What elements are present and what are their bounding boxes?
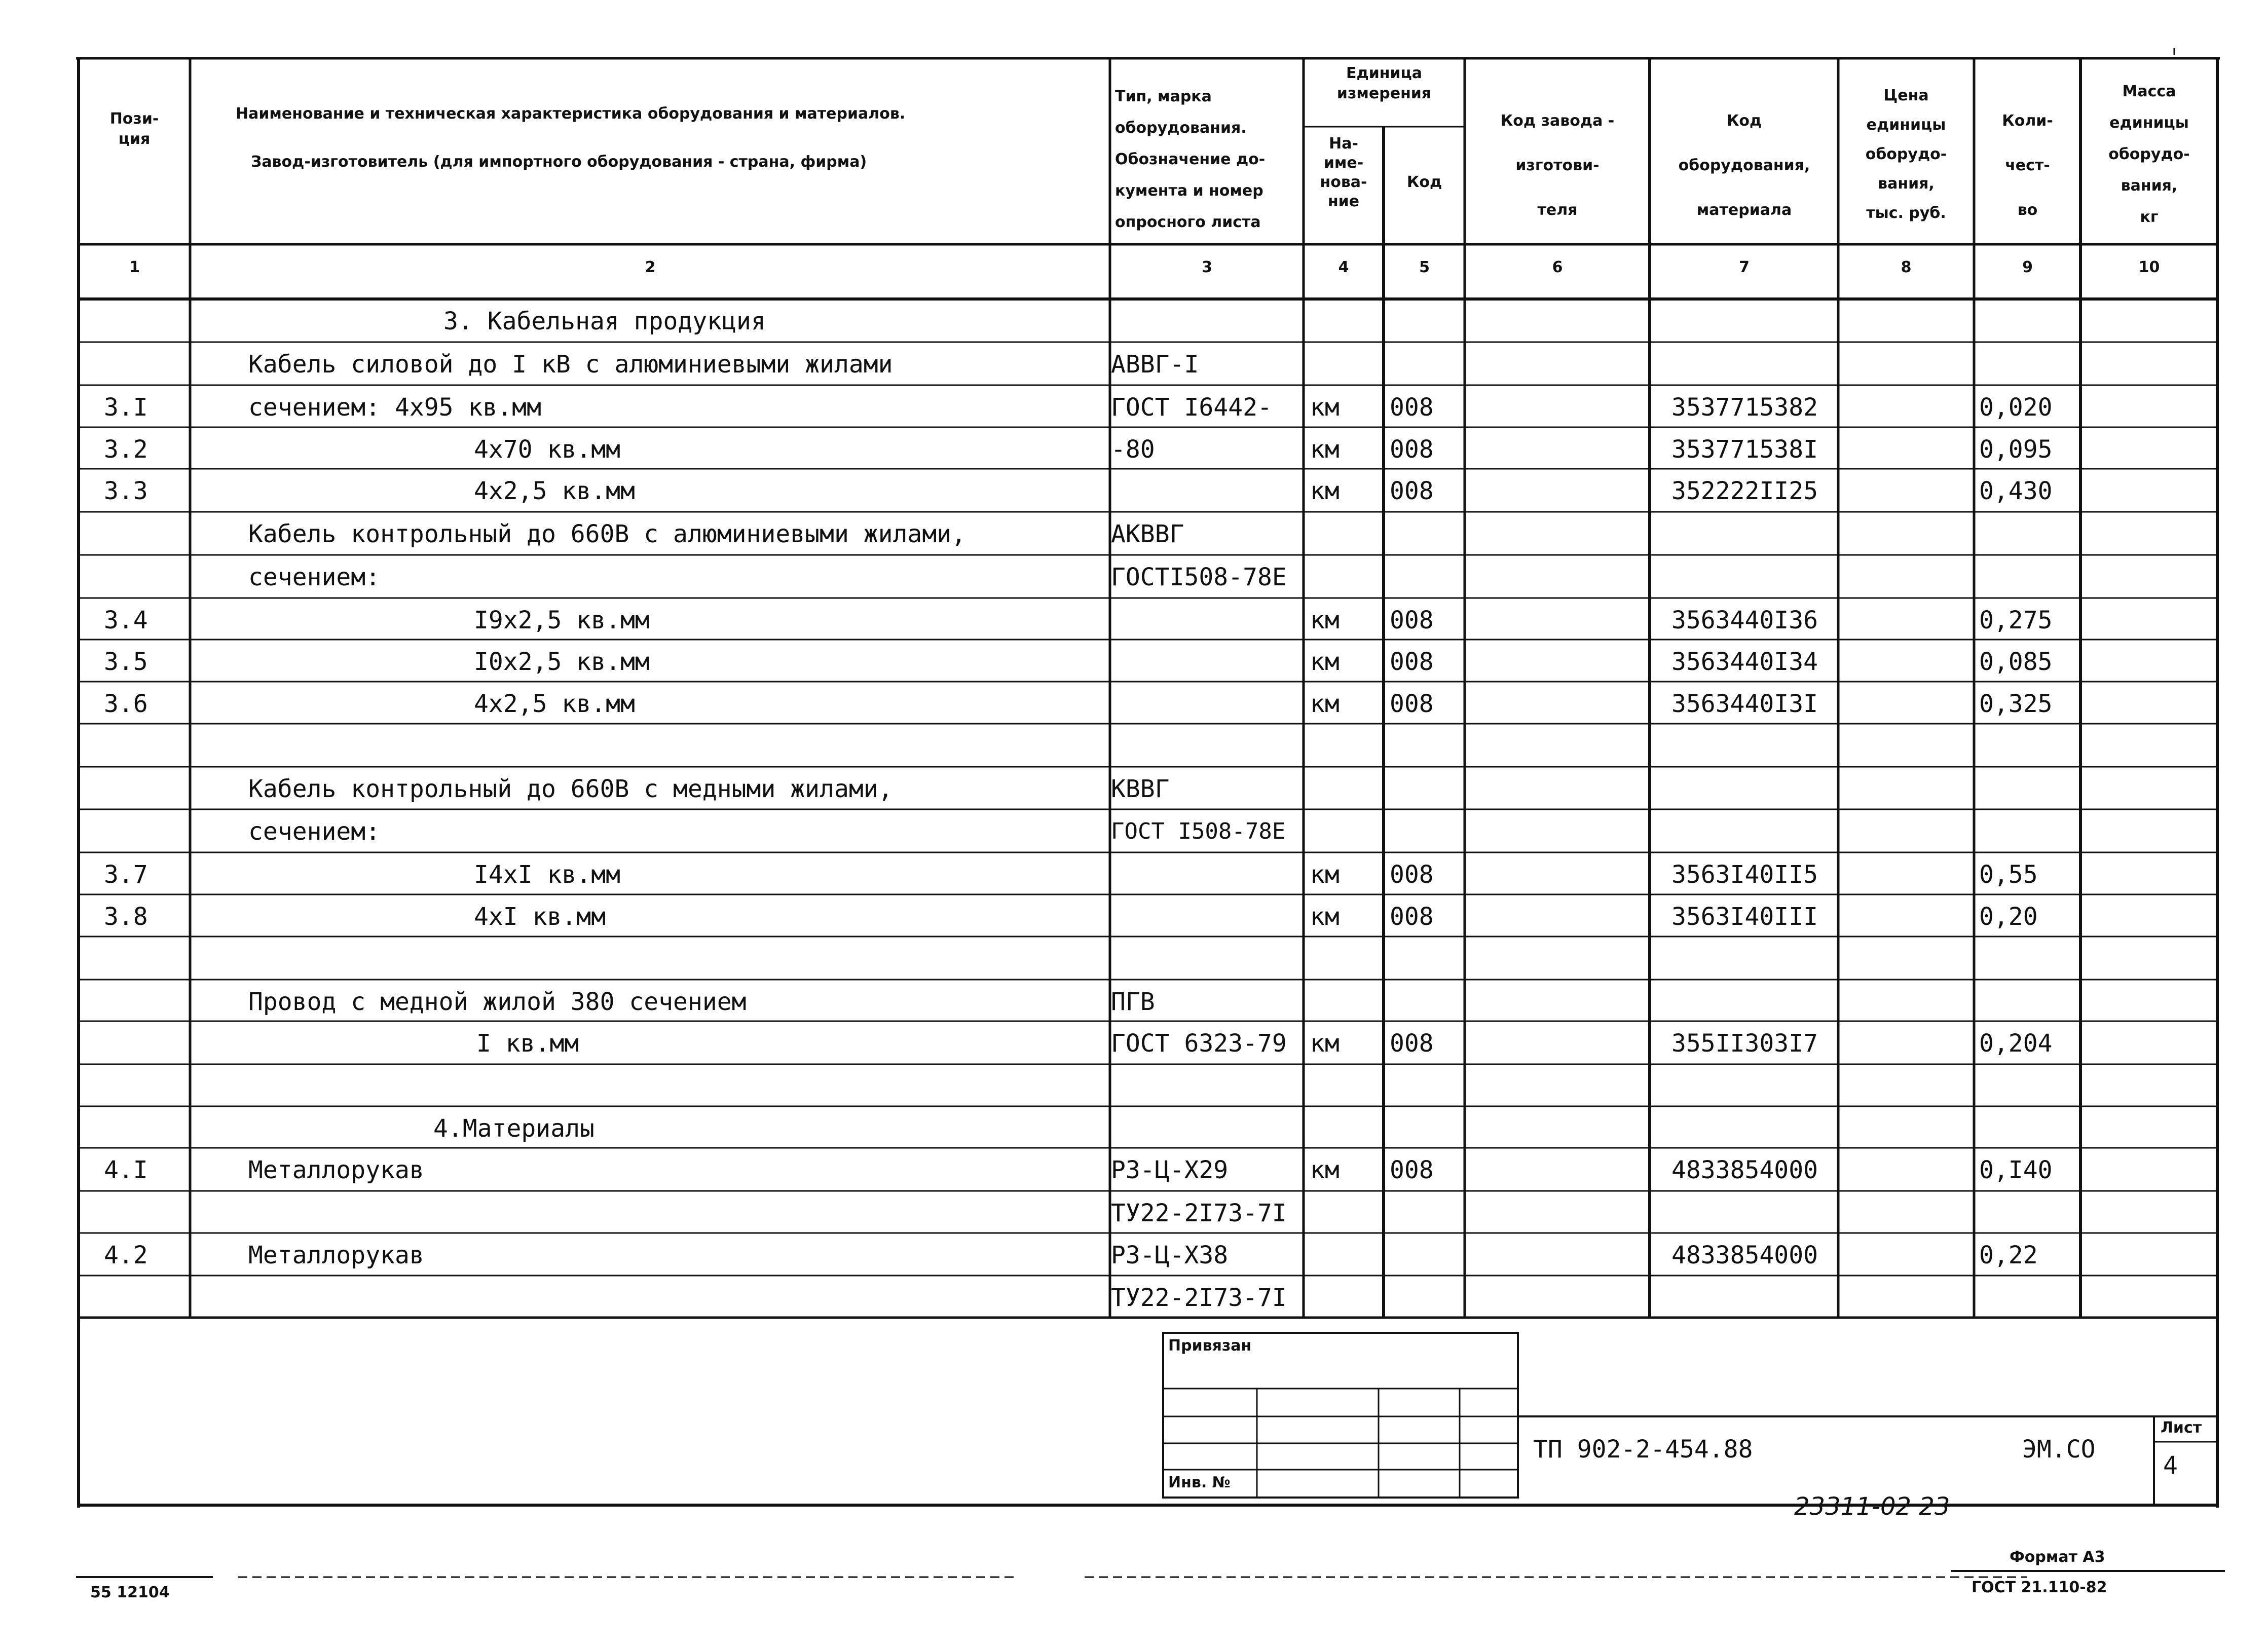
row-4-eq: 353771538I (1671, 435, 1818, 464)
stamp-bound-label: Привязан (1168, 1337, 1252, 1355)
stamp-inv-label: Инв. № (1168, 1474, 1231, 1491)
col-num-3: 3 (1202, 258, 1212, 276)
row-3-eq: 353771538​2 (1671, 393, 1818, 422)
sheet-label: Лист (2161, 1419, 2202, 1437)
row-4-code: 008 (1390, 435, 1434, 464)
col-num-4: 4 (1338, 258, 1349, 276)
row-4-unit: км (1310, 435, 1340, 464)
header-position: Пози- ция (109, 110, 159, 148)
row-2-type: АВВГ-I (1111, 350, 1199, 379)
header-unit-group: Единица измерения (1336, 64, 1432, 102)
row-18-name: I кв.мм (476, 1029, 579, 1058)
row-4-name: 4х70 кв.мм (474, 435, 620, 464)
row-4-qty: 0,095 (1979, 435, 2053, 464)
header-mass: Масса единицы оборудо- вания, кг (2108, 83, 2190, 226)
row-23-type: Р3-Ц-Х38 (1111, 1241, 1229, 1269)
row-14-unit: км (1310, 861, 1340, 889)
col-num-6: 6 (1552, 258, 1563, 276)
row-8-eq: 3563440I36 (1671, 606, 1818, 634)
row-9-code: 008 (1390, 648, 1434, 676)
row-8-code: 008 (1390, 606, 1434, 634)
row-9-name: I0х2,5 кв.мм (474, 648, 650, 676)
row-10-eq: 3563440I3I (1671, 690, 1818, 718)
row-9-qty: 0,085 (1979, 648, 2053, 676)
row-5-code: 008 (1390, 477, 1434, 505)
row-10-unit: км (1310, 690, 1340, 718)
row-8-pos: 3.4 (104, 606, 148, 634)
row-12-name: Кабель контрольный до 660В с медными жилами, (248, 775, 893, 803)
row-21-code: 008 (1390, 1156, 1434, 1184)
row-18-type: ГОСТ 6323-79 (1111, 1029, 1287, 1058)
col-num-2: 2 (645, 258, 656, 276)
row-13-type: ГОСТ I508-78Е (1111, 818, 1286, 844)
row-4-type: -80 (1111, 435, 1155, 464)
header-price: Цена единицы оборудо- вания, тыс. руб. (1865, 87, 1947, 222)
header-quantity: Коли- чест- во (2002, 112, 2053, 219)
row-6-type: АКВВГ (1111, 520, 1184, 548)
header-name-line2: Завод-изготовитель (для импортного оборудования - страна, фирма) (251, 153, 867, 171)
col-num-7: 7 (1739, 258, 1750, 276)
row-5-qty: 0,430 (1979, 477, 2053, 505)
row-9-eq: 3563440I34 (1671, 648, 1818, 676)
row-10-code: 008 (1390, 690, 1434, 718)
row-23-pos: 4.2 (104, 1241, 148, 1269)
row-5-name: 4х2,5 кв.мм (474, 477, 635, 505)
handwritten-archive-number: 23311-02 23 (1794, 1492, 1950, 1521)
row-8-qty: 0,275 (1979, 606, 2053, 634)
sheet-number: 4 (2163, 1451, 2178, 1480)
row-15-name: 4хI кв.мм (474, 903, 606, 931)
row-21-qty: 0,I40 (1979, 1156, 2053, 1184)
row-14-code: 008 (1390, 861, 1434, 889)
row-18-unit: км (1310, 1029, 1340, 1058)
row-3-type: ГОСТ I6442- (1111, 393, 1272, 422)
row-23-name: Металлорукав (248, 1241, 424, 1269)
row-23-qty: 0,22 (1979, 1241, 2038, 1269)
col-num-9: 9 (2022, 258, 2033, 276)
row-8-name: I9х2,5 кв.мм (474, 606, 650, 634)
row-3-qty: 0,020 (1979, 393, 2053, 422)
row-5-unit: км (1310, 477, 1340, 505)
row-3-pos: 3.I (104, 393, 148, 422)
row-15-pos: 3.8 (104, 903, 148, 931)
row-21-pos: 4.I (104, 1156, 148, 1184)
row-7-name: сечением: (248, 563, 381, 591)
row-22-type: ТУ22-2I73-7I (1111, 1199, 1287, 1227)
row-23-eq: 4833854000 (1671, 1241, 1818, 1269)
row-15-eq: 3563I40III (1671, 903, 1818, 931)
row-10-name: 4х2,5 кв.мм (474, 690, 635, 718)
header-name-line1: Наименование и техническая характеристика оборудования и материалов. (236, 105, 906, 123)
row-14-qty: 0,55 (1979, 861, 2038, 889)
row-24-type: ТУ22-2I73-7I (1111, 1284, 1287, 1312)
header-type: Тип, марка оборудования. Обозначение до- кумента и номер опросного листа (1115, 88, 1266, 231)
row-15-unit: км (1310, 903, 1340, 931)
doc-number: ТП 902-2-454.88 (1533, 1435, 1753, 1464)
gost-label: ГОСТ 21.110-82 (1972, 1579, 2107, 1596)
row-2-name: Кабель силовой до I кВ с алюминиевыми жилами (248, 350, 893, 379)
row-21-name: Металлорукав (248, 1156, 424, 1184)
header-unit-code: Код (1406, 173, 1442, 191)
row-4-pos: 3.2 (104, 435, 148, 464)
col-num-8: 8 (1901, 258, 1912, 276)
row-6-name: Кабель контрольный до 660В с алюминиевыми жилами, (248, 520, 966, 548)
row-3-unit: км (1310, 393, 1340, 422)
row-10-pos: 3.6 (104, 690, 148, 718)
row-15-qty: 0,20 (1979, 903, 2038, 931)
row-14-pos: 3.7 (104, 861, 148, 889)
row-21-unit: км (1310, 1156, 1340, 1184)
row-1-name: 3. Кабельная продукция (443, 307, 766, 335)
row-3-code: 008 (1390, 393, 1434, 422)
format-label: Формат А3 (2010, 1548, 2105, 1566)
header-unit-name: На- име- нова- ние (1320, 135, 1367, 210)
row-8-unit: км (1310, 606, 1340, 634)
row-15-code: 008 (1390, 903, 1434, 931)
row-9-unit: км (1310, 648, 1340, 676)
row-7-type: ГОСТI508-78Е (1111, 563, 1287, 591)
row-10-qty: 0,325 (1979, 690, 2053, 718)
row-17-type: ПГВ (1111, 988, 1155, 1016)
row-14-eq: 3563I40II5 (1671, 861, 1818, 889)
header-factory-code: Код завода - изготови- теля (1500, 112, 1615, 219)
row-5-pos: 3.3 (104, 477, 148, 505)
row-17-name: Провод с медной жилой 380 сечением (248, 988, 747, 1016)
row-12-type: КВВГ (1111, 775, 1170, 803)
row-3-name: сечением: 4х95 кв.мм (248, 393, 541, 422)
doc-code: ЭМ.СО (2022, 1435, 2096, 1464)
row-9-pos: 3.5 (104, 648, 148, 676)
row-18-code: 008 (1390, 1029, 1434, 1058)
row-18-eq: 355II303I7 (1671, 1029, 1818, 1058)
row-18-qty: 0,204 (1979, 1029, 2053, 1058)
col-num-5: 5 (1419, 258, 1430, 276)
row-13-name: сечением: (248, 817, 381, 846)
col-num-1: 1 (129, 258, 140, 276)
header-equipment-code: Код оборудования, материала (1678, 112, 1810, 219)
row-20-name: 4.Материалы (433, 1114, 594, 1143)
row-14-name: I4хI кв.мм (474, 861, 620, 889)
print-code: 55 12104 (90, 1584, 170, 1601)
row-5-eq: 352222II25 (1671, 477, 1818, 505)
col-num-10: 10 (2138, 258, 2160, 276)
row-21-type: Р3-Ц-Х29 (1111, 1156, 1229, 1184)
row-21-eq: 4833854000 (1671, 1156, 1818, 1184)
